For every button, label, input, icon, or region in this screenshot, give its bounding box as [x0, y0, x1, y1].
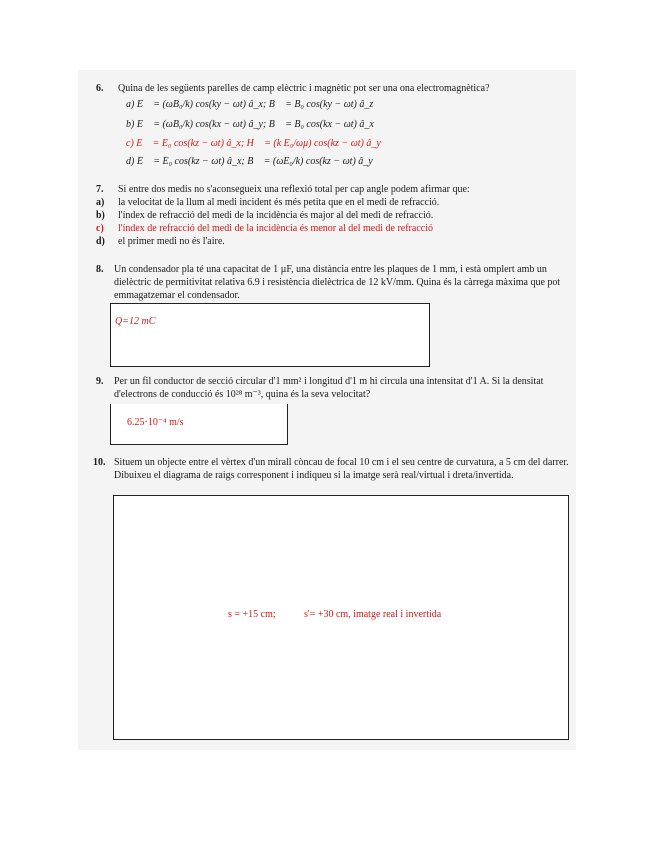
- q7-option-d-letter: d): [96, 236, 105, 247]
- q10-number: 10.: [93, 457, 106, 468]
- q9-answer: 6.25·10⁻⁴ m/s: [127, 417, 184, 428]
- q6-option-a: a) E⃗ = (ωB₀/k) cos(ky − ωt) â_x; B⃗ = B₀ cos(ky − ωt) â_z: [126, 99, 374, 110]
- q9-answer-box: [110, 404, 288, 445]
- q6-option-d: d) E⃗ = E₀ cos(kz − ωt) â_x; B⃗ = (ωE₀/k) cos(kz − ωt) â_y: [126, 156, 373, 167]
- q7-number: 7.: [96, 184, 104, 195]
- q6-text: Quina de les següents parelles de camp elèctric i magnètic pot ser una ona electromagnètica?: [118, 83, 490, 94]
- q10-answer-box: [113, 495, 569, 740]
- q7-option-c: l'índex de refracció del medi de la incidència és menor al del medi de refracció: [118, 223, 433, 234]
- q7-option-b-letter: b): [96, 210, 105, 221]
- q7-text: Si entre dos medis no s'aconsegueix una reflexió total per cap angle podem afirmar que:: [118, 184, 470, 195]
- q8-number: 8.: [96, 264, 104, 275]
- q8-answer-box: [110, 303, 430, 367]
- q6-number: 6.: [96, 83, 104, 94]
- q6-option-c: c) E⃗ = E₀ cos(kz − ωt) â_x; H⃗ = (k E₀/ωμ) cos(kz − ωt) â_y: [126, 138, 381, 149]
- q9-text: Per un fil conductor de secció circular d'1 mm² i longitud d'1 m hi circula una intensitat d'1 A. Si la densitat d'electrons de conducció és 10²⁸ m⁻³, quina és la seva velocitat?: [114, 376, 544, 400]
- q10-text: Situem un objecte entre el vèrtex d'un mirall còncau de focal 10 cm i el seu centre de curvatura, a 5 cm del darrer. Dibuixeu el diagrama de raigs corresponent i indiqueu si la imatge serà real/virtual i dreta/invertida.: [114, 457, 569, 481]
- q9-number: 9.: [96, 376, 104, 387]
- q7-option-a-letter: a): [96, 197, 105, 208]
- q10-answer-s: s = +15 cm;: [228, 609, 276, 620]
- q10-answer-s-prime: s'= +30 cm, imatge real i invertida: [304, 609, 442, 620]
- q7-option-a: la velocitat de la llum al medi incident és més petita que en el medi de refracció.: [118, 197, 440, 208]
- q7-option-b: l'índex de refracció del medi de la incidència és major al del medi de refracció.: [118, 210, 434, 221]
- q8-text: Un condensador pla té una capacitat de 1 µF, una distància entre les plaques de 1 mm, i està omplert amb un dielèctric de permitivitat relativa 6.9 i resistència dielèctrica de 12 kV/mm. Quina és la càrrega màxima que pot emmagatzemar el condensador.: [114, 264, 561, 301]
- q7-option-d: el primer medi no és l'aire.: [118, 236, 225, 247]
- q7-option-c-letter: c): [96, 223, 104, 234]
- q8-answer: Q=12 mC: [115, 316, 156, 327]
- q6-option-b: b) E⃗ = (ωB₀/k) cos(kx − ωt) â_y; B⃗ = B₀ cos(kx − ωt) â_x: [126, 119, 374, 130]
